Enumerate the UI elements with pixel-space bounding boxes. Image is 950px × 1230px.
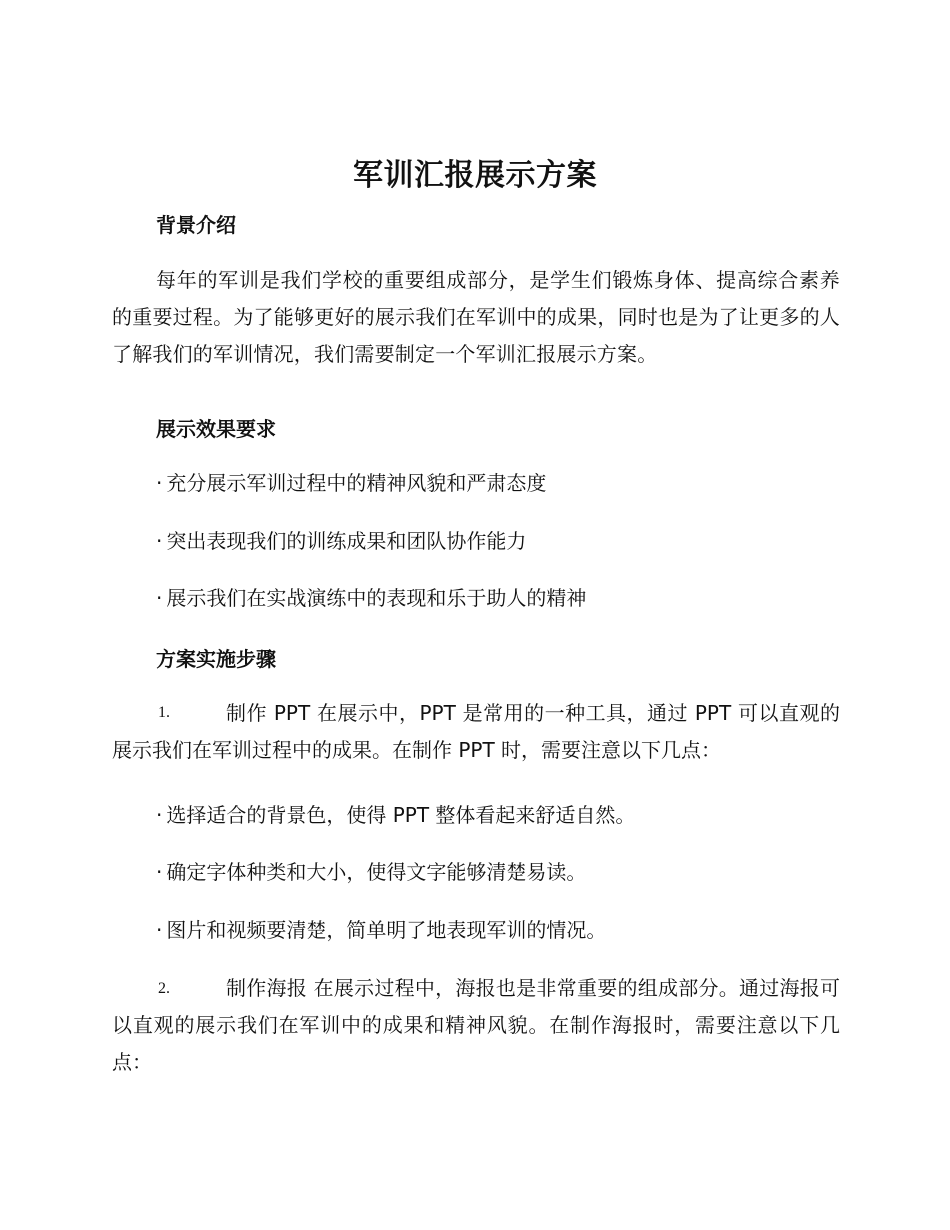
bullet-icon: · (156, 803, 163, 827)
bullet-icon: · (156, 471, 163, 495)
bullet-icon: · (156, 860, 163, 884)
page-title: 军训汇报展示方案 (353, 158, 597, 193)
bullet-icon: · (156, 529, 163, 553)
list-item (156, 468, 546, 498)
list-item (156, 526, 526, 556)
step-1-text: 制作 PPT 在展示中，PPT 是常用的一种工具，通过 PPT 可以直观的展示我们在军训过程中的成果。在制作 PPT 时，需要注意以下几点： (112, 701, 840, 762)
list-item-text: 展示我们在实战演练中的表现和乐于助人的精神 (166, 586, 587, 610)
list-item (156, 800, 635, 830)
section-heading-requirements: 展示效果要求 (156, 417, 276, 441)
list-item-text: 突出表现我们的训练成果和团队协作能力 (166, 529, 527, 553)
bullet-icon: · (156, 918, 163, 942)
bullet-icon: · (156, 586, 163, 610)
list-item-text: 图片和视频要清楚，简单明了地表现军训的情况。 (166, 918, 607, 942)
step-number: 1. (158, 704, 170, 721)
list-item-text: 选择适合的背景色，使得 PPT 整体看起来舒适自然。 (166, 803, 636, 827)
list-item-text: 充分展示军训过程中的精神风貌和严肃态度 (166, 471, 547, 495)
step-2-text: 制作海报 在展示过程中，海报也是非常重要的组成部分。通过海报可以直观的展示我们在军训中的成果和精神风貌。在制作海报时，需要注意以下几点： (112, 976, 840, 1074)
section-heading-steps: 方案实施步骤 (156, 647, 276, 671)
step-number: 2. (158, 980, 170, 997)
list-item (156, 915, 606, 945)
background-paragraph: 每年的军训是我们学校的重要组成部分，是学生们锻炼身体、提高综合素养的重要过程。为了能够更好的展示我们在军训中的成果，同时也是为了让更多的人了解我们的军训情况，我们需要制定一个军训汇报展示方案。 (112, 268, 840, 366)
list-item (156, 857, 586, 887)
list-item (156, 583, 586, 613)
section-heading-background: 背景介绍 (156, 213, 236, 237)
list-item-text: 确定字体种类和大小，使得文字能够清楚易读。 (166, 860, 587, 884)
